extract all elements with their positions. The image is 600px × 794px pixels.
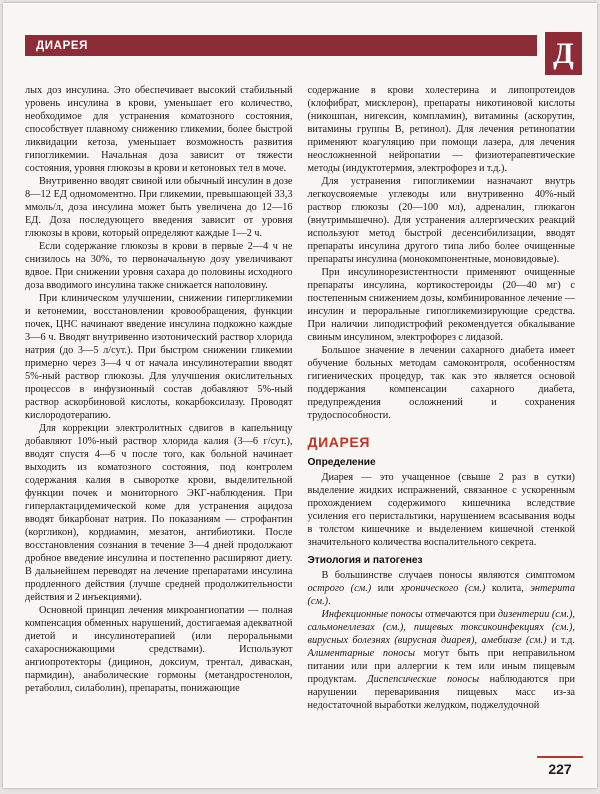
paragraph: Для коррекции электролитных сдвигов в капельницу добавляют 10%-ный раствор хлорида калия (3—6 г/сут.), вводят спустя 4—6 ч после того, как больной начинает выходить из коматозного состояния, под контролем содержания калия в сыворотке крови, выделительной функции почек и мониторного ЭКГ-наблюдения. При гиперлактацидемической коме для устранения ацидоза вводят бикарбонат натрия. По показаниям — строфантин (коргликон), кордиамин, мезатон, антибиотики. После восстановления сознания в течение 3—4 дней продолжают дробное введение инсулина и постепенно расширяют диету. В дальнейшем переводят на лечение препаратами инсулина продленного действия (лучше средней продолжительности действия и 2 инъекциями). [25, 423, 293, 603]
page-header [3, 3, 597, 75]
page-number-rule [537, 756, 583, 758]
subheading-etiology: Этиология и патогенез [307, 555, 423, 566]
subheading-definition: Определение [307, 457, 376, 468]
paragraph: Большое значение в лечении сахарного диабета имеет обучение больных методам самоконтроля, особенностям гигиенических процедур, так как это является основой поддержания компенсации сахарного диабета, предупреждения осложнений и сохранения трудоспособности. [307, 345, 575, 421]
book-page [3, 3, 597, 788]
paragraph: Если содержание глюкозы в крови в первые 2—4 ч не снизилось на 30%, то первоначальную дозу увеличивают вдвое. При снижении уровня сахара до половины исходного доза вводимого инсулина также снижается наполовину. [25, 241, 293, 291]
article-title: ДИАРЕЯ [307, 434, 370, 450]
right-column [308, 84, 576, 712]
paragraph: Диарея — это учащенное (свыше 2 раз в сутки) выделение жидких испражнений, связанное с ускоренным прохождением содержимого кишечника вследствие усиления его перистальтики, нарушением всасывания воды в толстом кишечнике и выделением кишечной стенкой значительного количества воспалительного секрета. [307, 472, 575, 548]
paragraph: При клиническом улучшении, снижении гипергликемии и кетонемии, восстановлении кровообращения, функции почек, ЦНС начинают введение инсулина подкожно каждые 3—6 ч. Вводят внутривенно изотонический раствор хлорида натрия (до 3—5 л/сут.). При быстром снижении гликемии примерно через 3—4 ч от начала инсулинотерапии вводят 5%-ный раствор глюкозы. Для улучшения окислительных процессов в инфузионный состав добавляют 5%-ный раствор аскорбиновой кислоты, кокарбоксилазу. Проводят кислородотерапию. [25, 293, 293, 421]
paragraph: содержание в крови холестерина и липопротеидов (клофибрат, мисклерон), препараты никотиновой кислоты (никошпан, нигексин, компламин), витамины (аскорутин, витамины группы В, ретинол). Для лечения ретинопатии применяют коагуляцию при помощи лазера, для лечения неосложненной нейропатии — физиотерапевтические методы (индуктотермия, электрофорез и т.д.). [307, 85, 575, 174]
paragraph: Основной принцип лечения микроангиопатии — полная компенсация обменных нарушений, достигаемая адекватной диетой и инсулинотерапией (или пероральными сахароснижающими средствами). Используют ангиопротекторы (дицинон, доксиум, трентал, диваскан, пармидин), анаболические гормоны (метандростенолон, ретаболил, силаболин), препараты, понижающие [25, 605, 293, 694]
paragraph: В большинстве случаев поносы являются симптомом острого (см.) или хронического (см.) колита, энтерита (см.). [307, 570, 575, 607]
running-title: ДИАРЕЯ [36, 39, 88, 52]
section-letter: Д [553, 36, 574, 70]
left-column [25, 84, 293, 712]
page-content [3, 75, 597, 712]
paragraph: При инсулинорезистентности применяют очищенные препараты инсулина, кортикостероиды (20—40 мг) с постепенным снижением дозы, комбинированное лечение — инсулин и пероральные гипогликемизирующие средства. При наличии липодистрофий рекомендуется обкалывание свиным инсулином, электрофорез с лидазой. [307, 267, 575, 343]
section-letter-box [545, 32, 582, 75]
page-number: 227 [548, 761, 572, 777]
running-title-bar [25, 35, 537, 56]
paragraph: Внутривенно вводят свиной или обычный инсулин в дозе 8—12 ЕД одномоментно. При гликемии, превышающей 33,3 ммоль/л, доза инсулина может быть увеличена до 12—16 ЕД. Доза последующего введения зависит от уровня глюкозы в крови, который определяют каждые 1—2 ч. [25, 176, 293, 239]
paragraph: Для устранения гипогликемии назначают внутрь легкоусвояемые углеводы или внутривенно 40%-ный раствор глюкозы (20—100 мл), адреналин, глюкагон (внутримышечно). Для устранения аллергических реакций используют метод быстрой десенсибилизации, вводят препараты инсулина другого типа либо более очищенные препараты инсулина (монокомпонентные, моновидовые). [307, 176, 575, 265]
page-footer [537, 756, 583, 777]
paragraph: Инфекционные поносы отмечаются при дизентерии (см.), сальмонеллезах (см.), пищевых токсикоинфекциях (см.), вирусных болезнях (вирусная диарея), амебиазе (см.) и т.д. Алиментарные поносы могут быть при неправильном питании или при аллергии к тем или иным пищевым продуктам. Диспепсические поносы наблюдаются при нарушении переваривания пищевых масс из-за недостаточной выработки желудком, поджелудочной [307, 609, 576, 711]
paragraph: лых доз инсулина. Это обеспечивает высокий стабильный уровень инсулина в крови, уменьшает его количество, необходимое для устранения коматозного состояния, способствует плавному снижению гликемии, более быстрой ликвидации кетоза, уменьшает возможность развития гипогликемии. Начальная доза зависит от тяжести состояния, уровня глюкозы в крови и кетоновых тел в моче. [25, 85, 293, 174]
